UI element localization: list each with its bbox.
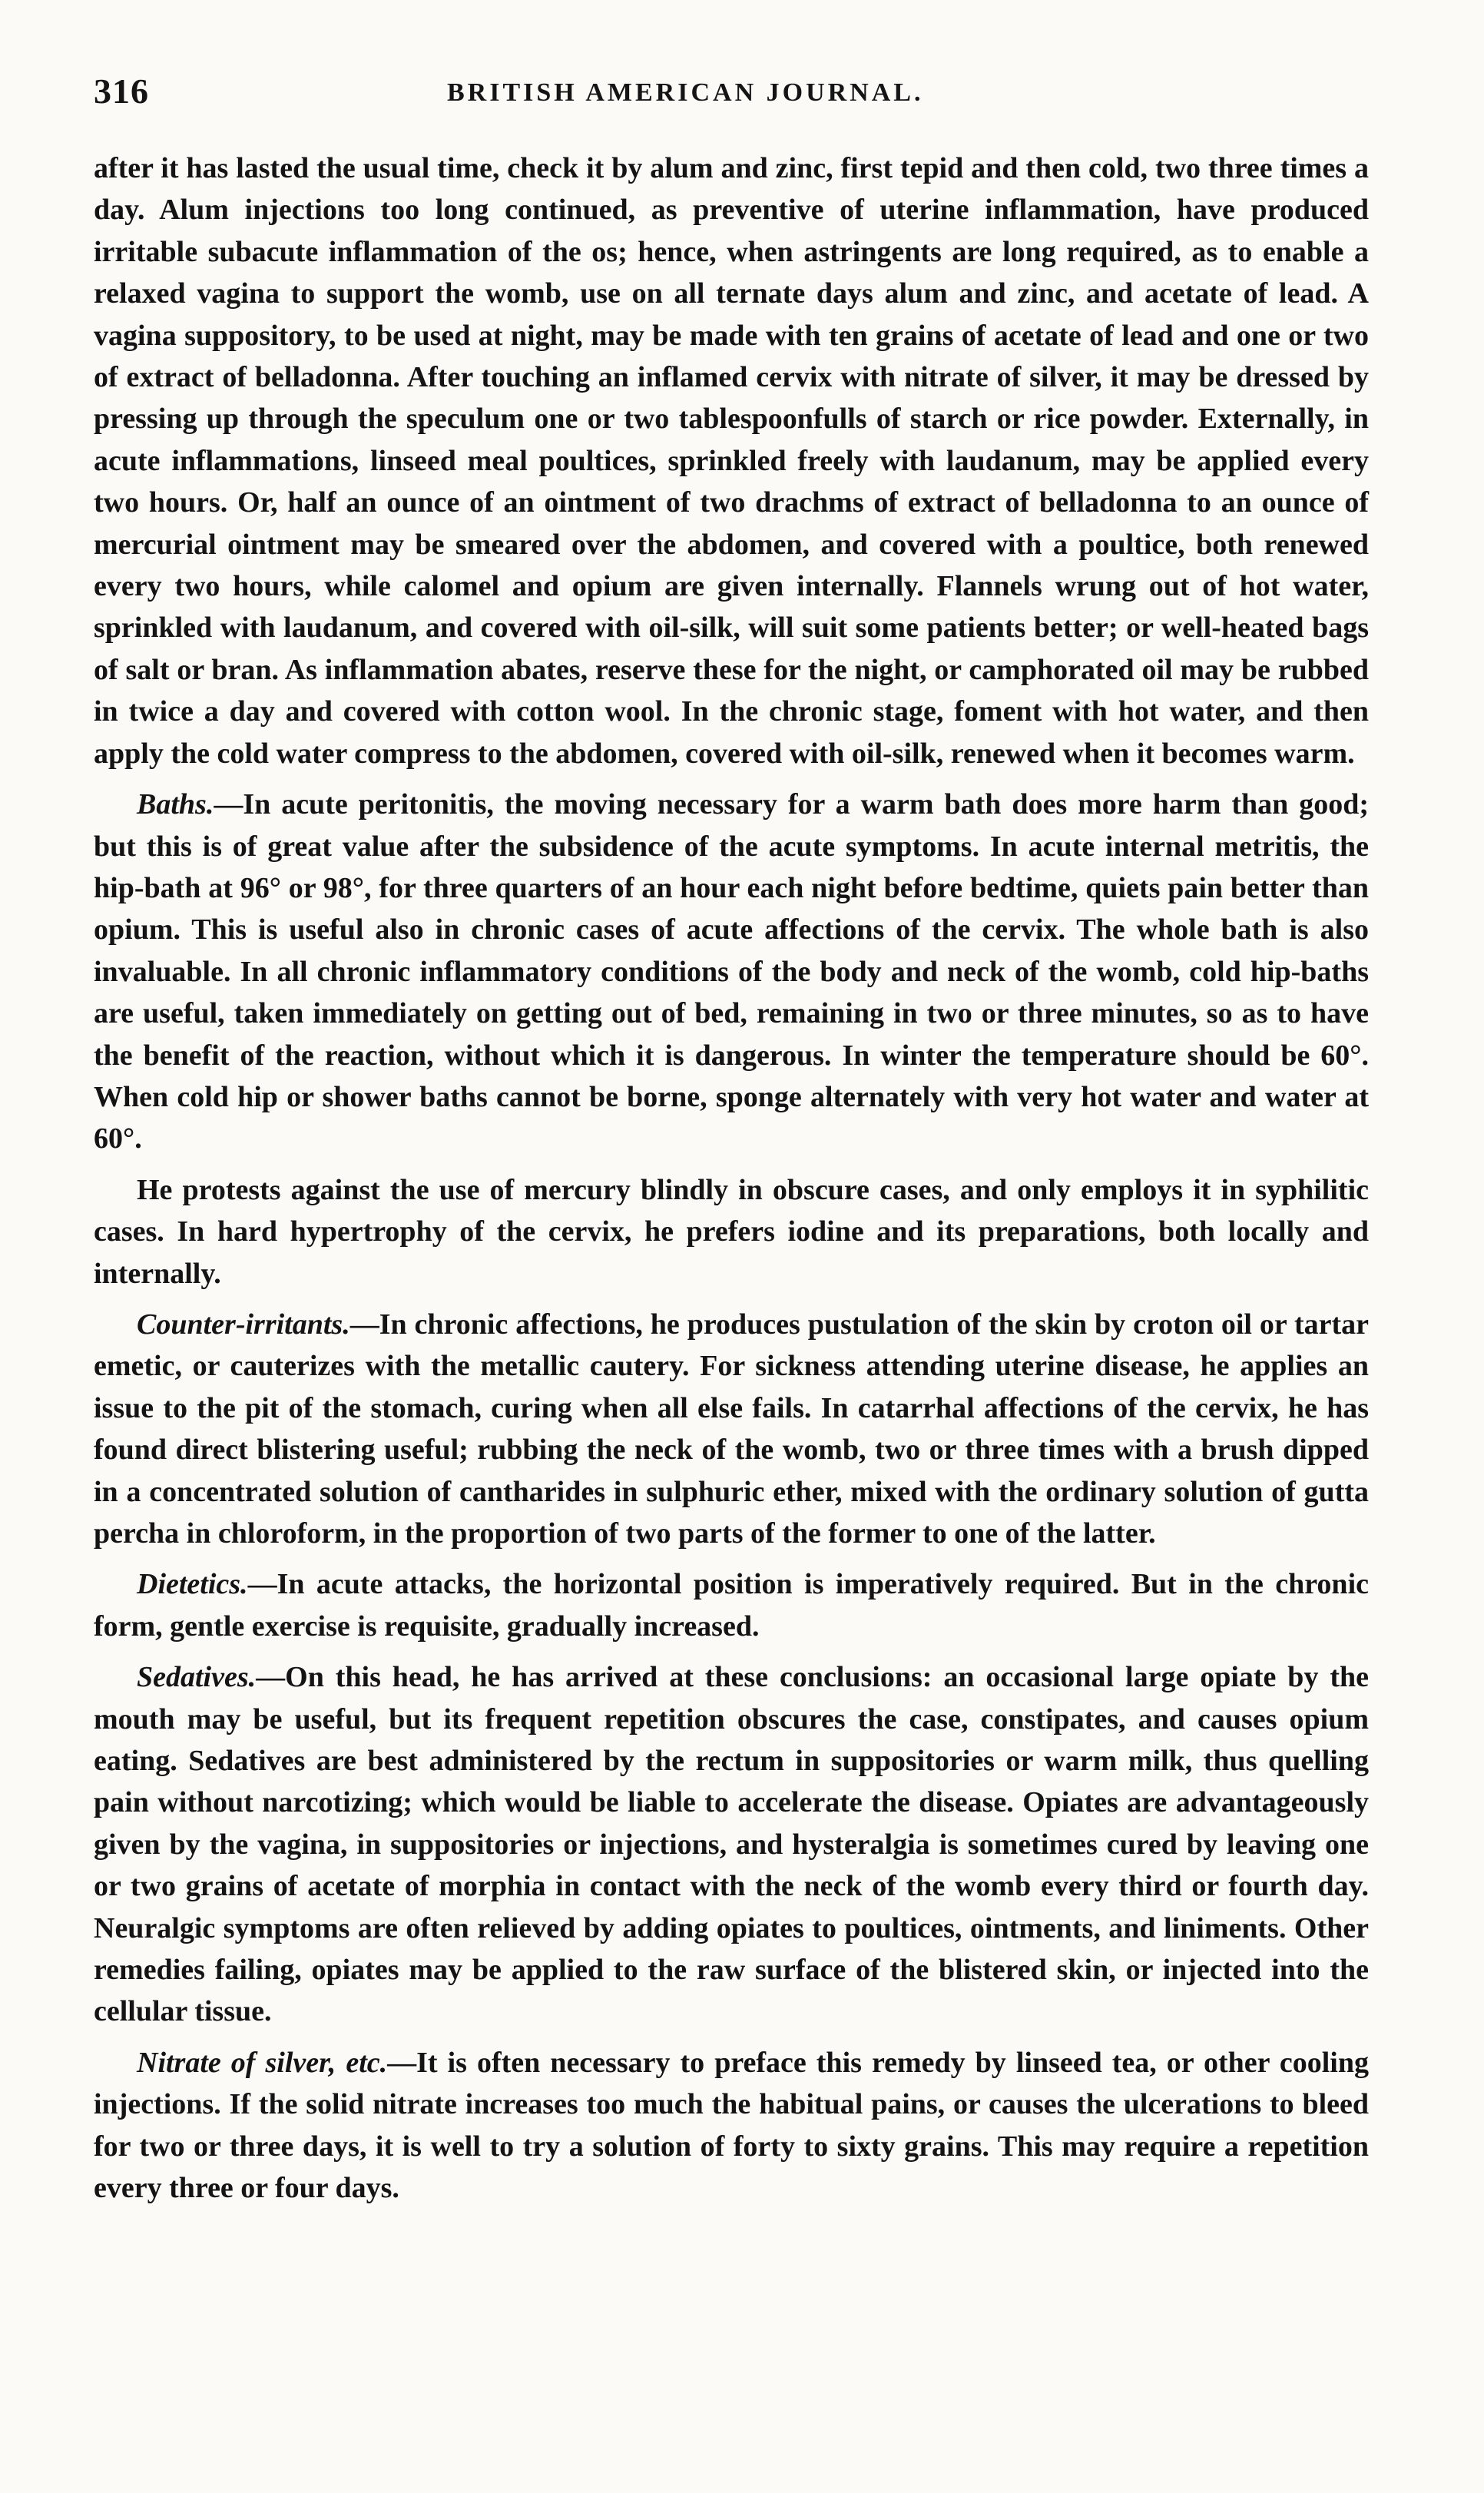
section-heading-sedatives: Sedatives. — [137, 1661, 257, 1694]
paragraph-counter-irritants — [94, 1304, 1369, 1554]
running-head: BRITISH AMERICAN JOURNAL. — [447, 78, 924, 107]
paragraph-continuation — [94, 148, 1369, 774]
section-heading-counter-irritants: Counter-irritants. — [137, 1308, 350, 1341]
paragraph-text: —In acute attacks, the horizontal position is imperatively required. But in the chronic form, gentle exercise is requisite, gradually increased. — [94, 1568, 1369, 1643]
paragraph-text: —In acute peritonitis, the moving necessary for a warm bath does more harm than good; but this is of great value after the subsidence of the acute symptoms. In acute internal metritis, the hip-bath at 96° or 98°, for three quarters of an hour each night before bedtime, quiets pain better than opium. This is useful also in chronic cases of acute affections of the cervix. The whole bath is also invaluable. In all chronic inflammatory conditions of the body and neck of the womb, cold hip-baths are useful, taken immediately on getting out of bed, remaining in two or three minutes, so as to have the benefit of the reaction, without which it is dangerous. In winter the temperature should be 60°. When cold hip or shower baths cannot be borne, sponge alternately with very hot water and water at 60°. — [94, 788, 1369, 1155]
section-heading-baths: Baths. — [137, 788, 214, 821]
paragraph-nitrate-of-silver — [94, 2042, 1369, 2210]
paragraph-baths — [94, 784, 1369, 1160]
paragraph-text: after it has lasted the usual time, check it by alum and zinc, first tepid and then cold, two three times a day. Alum injections too long continued, as preventive of uterine inflammation, have produced irritable subacute inflammation of the os; hence, when astringents are long required, as to enable a relaxed vagina to support the womb, use on all ternate days alum and zinc, and acetate of lead. A vagina suppository, to be used at night, may be made with ten grains of acetate of lead and one or two of extract of belladonna. After touching an inflamed cervix with nitrate of silver, it may be dressed by pressing up through the speculum one or two tablespoonfulls of starch or rice powder. Externally, in acute inflammations, linseed meal poultices, sprinkled freely with laudanum, may be applied every two hours. Or, half an ounce of an ointment of two drachms of extract of belladonna to an ounce of mercurial ointment may be smeared over the abdomen, and covered with a poultice, both renewed every two hours, while calomel and opium are given internally. Flannels wrung out of hot water, sprinkled with laudanum, and covered with oil-silk, will suit some patients better; or well-heated bags of salt or bran. As inflammation abates, reserve these for the night, or camphorated oil may be rubbed in twice a day and covered with cotton wool. In the chronic stage, foment with hot water, and then apply the cold water compress to the abdomen, covered with oil-silk, renewed when it becomes warm. — [94, 152, 1369, 770]
paragraph-text: —In chronic affections, he produces pustulation of the skin by croton oil or tartar emetic, or cauterizes with the metallic cautery. For sickness attending uterine disease, he applies an issue to the pit of the stomach, curing when all else fails. In catarrhal affections of the cervix, he has found direct blistering useful; rubbing the neck of the womb, two or three times with a brush dipped in a concentrated solution of cantharides in sulphuric ether, mixed with the ordinary solution of gutta percha in chloroform, in the proportion of two parts of the former to one of the latter. — [94, 1308, 1369, 1550]
paragraph-mercury — [94, 1169, 1369, 1295]
paragraph-text: —On this head, he has arrived at these conclusions: an occasional large opiate by the mouth may be useful, but its frequent repetition obscures the case, constipates, and causes opium eating. Sedatives are best administered by the rectum in suppositories or warm milk, thus quelling pain without narcotizing; which would be liable to accelerate the disease. Opiates are advantageously given by the vagina, in suppositories or injections, and hysteralgia is sometimes cured by leaving one or two grains of acetate of morphia in contact with the neck of the womb every third or fourth day. Neuralgic symptoms are often relieved by adding opiates to poultices, ointments, and liniments. Other remedies failing, opiates may be applied to the raw surface of the blistered skin, or injected into the cellular tissue. — [94, 1661, 1369, 2028]
section-heading-dietetics: Dietetics. — [137, 1568, 248, 1601]
paragraph-dietetics — [94, 1563, 1369, 1647]
page-header — [94, 71, 1369, 132]
paragraph-sedatives — [94, 1656, 1369, 2033]
paragraph-text: He protests against the use of mercury blindly in obscure cases, and only employs it in syphilitic cases. In hard hypertrophy of the cervix, he prefers iodine and its preparations, both locally and internally. — [94, 1173, 1369, 1290]
paragraph-text: —It is often necessary to preface this remedy by linseed tea, or other cooling injections. If the solid nitrate increases too much the habitual pains, or causes the ulcerations to bleed for two or three days, it is well to try a solution of forty to sixty grains. This may require a repetition every three or four days. — [94, 2046, 1369, 2205]
section-heading-nitrate-of-silver: Nitrate of silver, etc. — [137, 2046, 388, 2079]
page-number: 316 — [94, 71, 149, 111]
article-body — [94, 148, 1369, 2210]
journal-page — [94, 71, 1369, 2210]
